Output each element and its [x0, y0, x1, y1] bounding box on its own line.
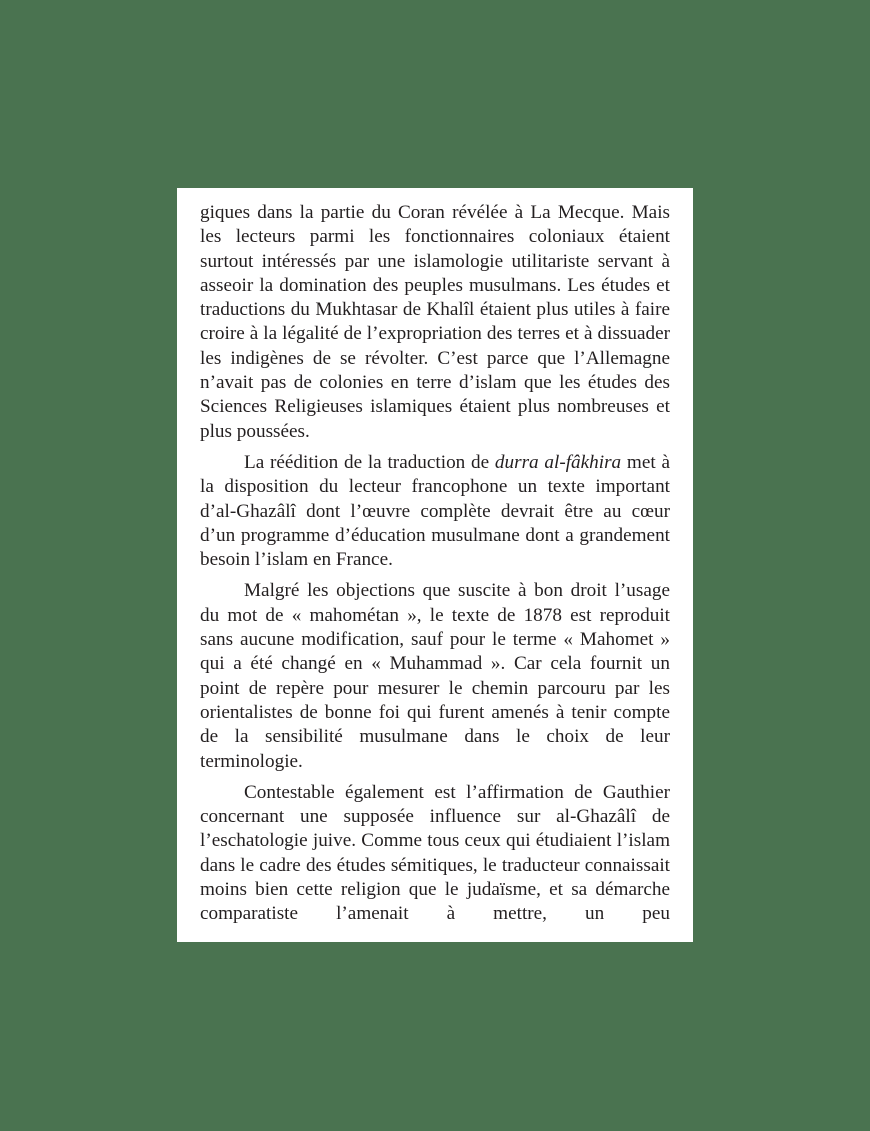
body-text [200, 201, 670, 927]
paragraph-4-text: Contestable également est l’affirmation de Gauthier concernant une supposée influence sur al-Ghazâlî de l’eschatologie juive. Comme tous ceux qui étudiaient l’islam dans le cadre des études sémitiques, le traducteur connaissait moins bien cette religion que le judaïsme, et sa démarche comparatiste l’amenait à mettre, un peu [200, 781, 670, 925]
paragraph-2-text-start: La réédition de la traduction de [244, 451, 495, 473]
paragraph-3-text: Malgré les objections que suscite à bon droit l’usage du mot de « mahométan », le texte de 1878 est reproduit sans aucune modification, sauf pour le terme « Mahomet » qui a été changé en « Muhammad ». Car cela fournit un point de repère pour mesurer le chemin parcouru par les orientalistes de bonne foi qui furent amenés à tenir compte de la sensibilité musulmane dans le choix de leur terminologie. [200, 580, 670, 772]
paragraph-3 [200, 579, 670, 773]
book-title-italic: durra al-fâkhira [494, 451, 622, 473]
paragraph-1-text: giques dans la partie du Coran révélée à La Mecque. Mais les lecteurs parmi les fonctionnaires coloniaux étaient surtout intéressés par une islamologie utilitariste servant à asseoir la domination des peuples musulmans. Les études et traductions du Mukhtasar de Khalîl étaient plus utiles à faire croire à la légalité de l’expropriation des terres et à dissuader les indigènes de se révolter. C’est parce que l’Allemagne n’avait pas de colonies en terre d’islam que les études des Sciences Religieuses islamiques étaient plus nombreuses et plus poussées. [200, 202, 670, 442]
paragraph-2-text-end: met à la disposition du lecteur francophone un texte important d’al-Ghazâlî dont l’œuvre complète devrait être au cœur d’un programme d’éducation musulmane dont a grandement besoin l’islam en France. [200, 451, 670, 571]
book-page [177, 188, 693, 942]
paragraph-1 [200, 201, 670, 444]
paragraph-2 [200, 451, 670, 572]
paragraph-4 [200, 781, 670, 927]
